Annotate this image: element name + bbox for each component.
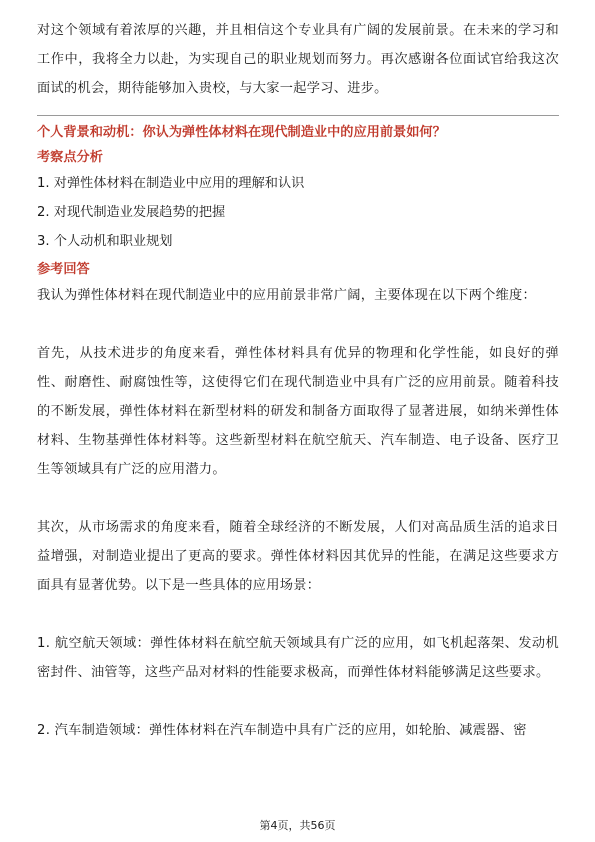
- answer-paragraph: 1. 航空航天领域：弹性体材料在航空航天领域具有广泛的应用，如飞机起落架、发动机密封件、油管等，这些产品对材料的性能要求极高，而弹性体材料能够满足这些要求。: [37, 636, 559, 680]
- page-content: [37, 16, 559, 745]
- section-divider: [37, 115, 559, 116]
- spacer: [37, 687, 559, 716]
- analysis-item: 1. 对弹性体材料在制造业中应用的理解和认识: [37, 176, 305, 191]
- page-footer: 第4页，共56页: [259, 819, 336, 832]
- answer-paragraph: 2. 汽车制造领域：弹性体材料在汽车制造中具有广泛的应用，如轮胎、减震器、密: [37, 723, 527, 738]
- answer-paragraph: 我认为弹性体材料在现代制造业中的应用前景非常广阔，主要体现在以下两个维度：: [37, 288, 537, 303]
- spacer: [37, 484, 559, 513]
- intro-paragraph: 对这个领域有着浓厚的兴趣，并且相信这个专业具有广阔的发展前景。在未来的学习和工作中，我将全力以赴，为实现自己的职业规划而努力。再次感谢各位面试官给我这次面试的机会，期待能够加入贵校，与大家一起学习、进步。: [37, 23, 559, 96]
- analysis-title: 考察点分析: [37, 150, 103, 165]
- answer-title: 参考回答: [37, 262, 90, 277]
- spacer: [37, 310, 559, 339]
- question-heading: 个人背景和动机：你认为弹性体材料在现代制造业中的应用前景如何？: [37, 125, 446, 140]
- analysis-item: 3. 个人动机和职业规划: [37, 234, 173, 249]
- analysis-list: [37, 169, 559, 256]
- analysis-item: 2. 对现代制造业发展趋势的把握: [37, 205, 226, 220]
- answer-paragraph: 其次，从市场需求的角度来看，随着全球经济的不断发展，人们对高品质生活的追求日益增强，对制造业提出了更高的要求。弹性体材料因其优异的性能，在满足这些要求方面具有显著优势。以下是一些具体的应用场景：: [37, 520, 559, 593]
- spacer: [37, 600, 559, 629]
- answer-paragraph: 首先，从技术进步的角度来看，弹性体材料具有优异的物理和化学性能，如良好的弹性、耐磨性、耐腐蚀性等，这使得它们在现代制造业中具有广泛的应用前景。随着科技的不断发展，弹性体材料在新型材料的研发和制备方面取得了显著进展，如纳米弹性体材料、生物基弹性体材料等。这些新型材料在航空航天、汽车制造、电子设备、医疗卫生等领域具有广泛的应用潜力。: [37, 346, 559, 477]
